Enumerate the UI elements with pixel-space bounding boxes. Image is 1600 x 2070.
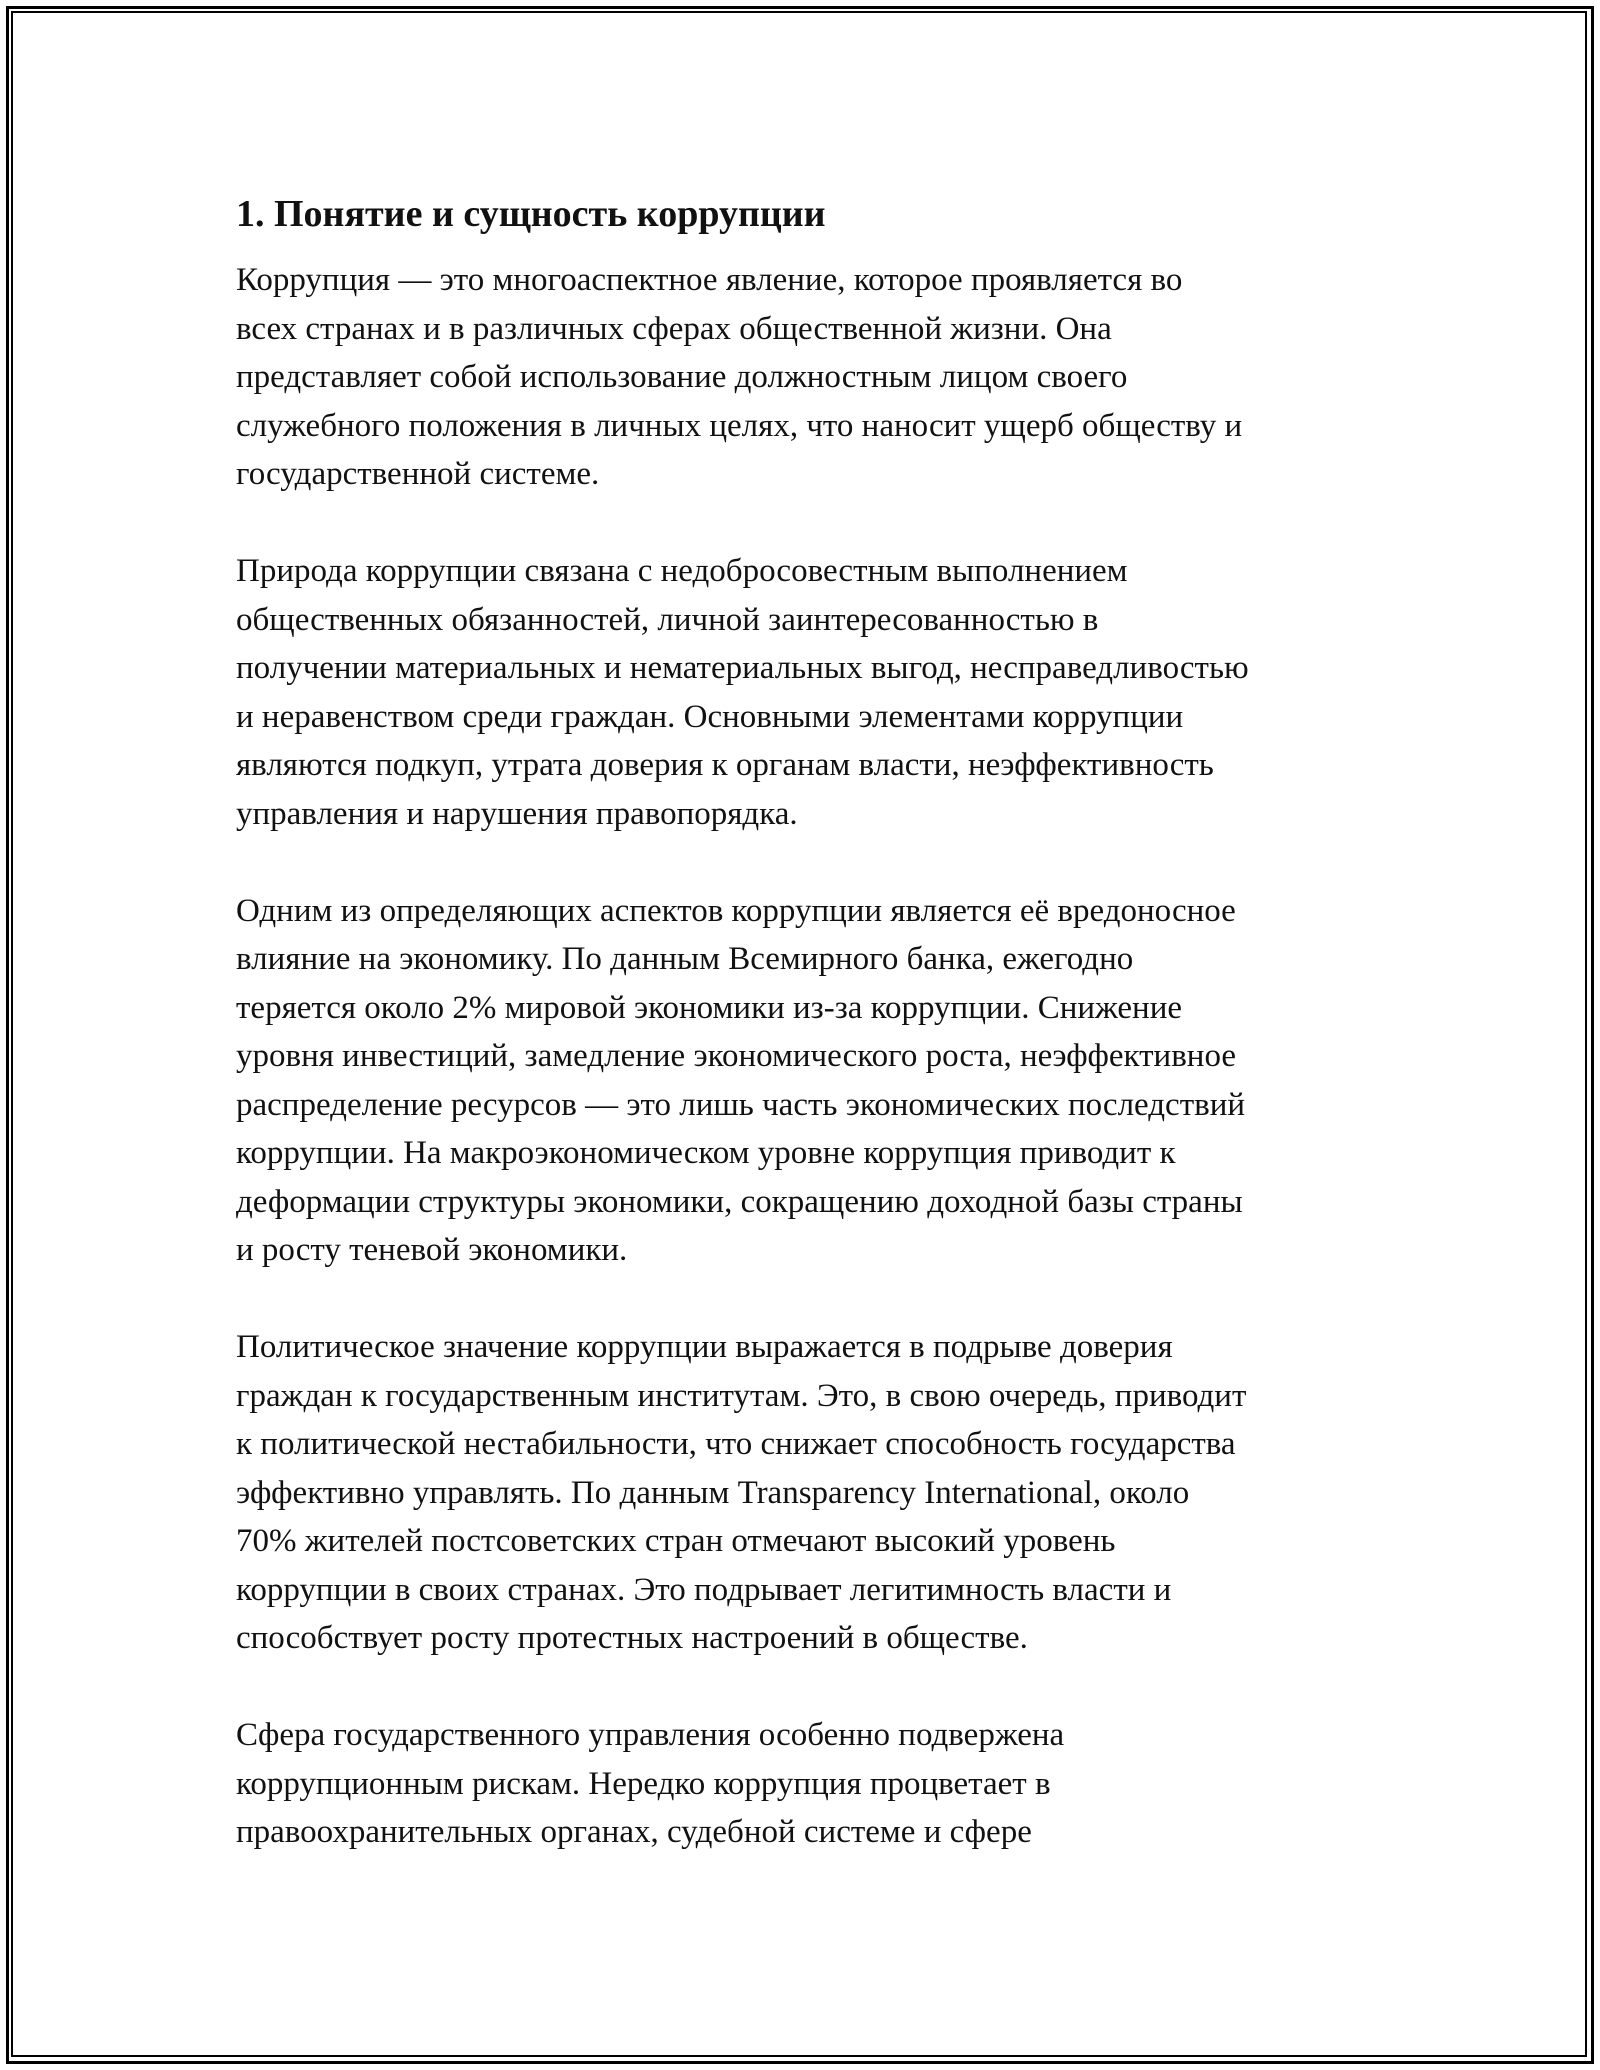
text-line: представляет собой использование должностным лицом своего [236,359,1128,395]
text-line: к политической нестабильности, что снижает способность государства [236,1426,1236,1462]
text-line: влияние на экономику. По данным Всемирного банка, ежегодно [236,941,1134,977]
paragraph-5 [236,1711,1386,1857]
text-line: коррупционным рискам. Нередко коррупция процветает в [236,1765,1051,1802]
text-line: государственной системе. [236,456,600,492]
paragraph-2 [236,547,1386,838]
text-line: деформации структуры экономики, сокращению доходной базы страны [236,1183,1243,1220]
text-line: получении материальных и нематериальных выгод, несправедливостью [236,650,1249,686]
text-line: и неравенством среди граждан. Основными элементами коррупции [236,698,1184,735]
text-line: уровня инвестиций, замедление экономического роста, неэффективное [236,1038,1236,1074]
section-title: 1. Понятие и сущность коррупции [236,193,826,235]
text-line: коррупции в своих странах. Это подрывает легитимность власти и [236,1571,1172,1608]
text-line: служебного положения в личных целях, что наносит ущерб обществу и [236,407,1243,444]
text-line: и росту теневой экономики. [236,1232,628,1268]
text-line: управления и нарушения правопорядка. [236,795,798,832]
text-line: всех странах и в различных сферах общественной жизни. Она [236,310,1112,347]
text-line: 70% жителей постсоветских стран отмечают высокий уровень [236,1523,1116,1559]
text-line: Коррупция — это многоаспектное явление, которое проявляется во [236,262,1183,298]
text-line: коррупции. На макроэкономическом уровне коррупция приводит к [236,1135,1176,1171]
text-line: являются подкуп, утрата доверия к органам власти, неэффективность [236,747,1214,783]
text-line: Политическое значение коррупции выражается в подрыве доверия [236,1329,1173,1365]
paragraph-4 [236,1323,1386,1663]
text-line: способствует росту протестных настроений в обществе. [236,1620,1028,1656]
document-body [236,188,1386,1905]
text-line: распределение ресурсов — это лишь часть экономических последствий [236,1086,1246,1123]
text-line: Сфера государственного управления особенно подвержена [236,1717,1065,1753]
paragraph-1 [236,256,1386,499]
text-line: правоохранительных органах, судебной системе и сфере [236,1814,1032,1850]
text-line: Одним из определяющих аспектов коррупции является её вредоносное [236,892,1236,929]
text-line: Природа коррупции связана с недобросовестным выполнением [236,553,1128,589]
text-line: общественных обязанностей, личной заинтересованностью в [236,601,1099,638]
text-line: граждан к государственным институтам. Это, в свою очередь, приводит [236,1377,1247,1414]
paragraph-3 [236,887,1386,1275]
text-line: теряется около 2% мировой экономики из-за коррупции. Снижение [236,989,1183,1026]
text-line: эффективно управлять. По данным Transparency International, около [236,1474,1190,1511]
